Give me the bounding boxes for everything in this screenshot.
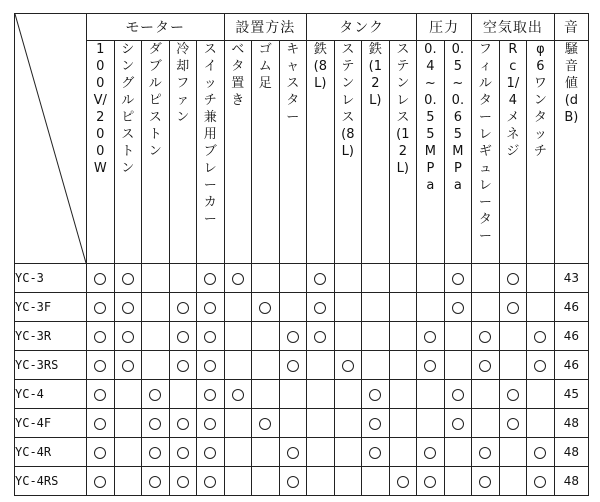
circle-mark-icon bbox=[507, 273, 519, 285]
spec-cell bbox=[197, 467, 225, 496]
circle-mark-icon bbox=[452, 389, 464, 401]
spec-cell bbox=[417, 322, 445, 351]
spec-cell bbox=[527, 351, 555, 380]
circle-mark-icon bbox=[369, 418, 381, 430]
spec-cell bbox=[389, 438, 417, 467]
spec-cell bbox=[362, 467, 390, 496]
spec-cell bbox=[307, 380, 335, 409]
circle-mark-icon bbox=[452, 418, 464, 430]
spec-cell bbox=[444, 264, 472, 293]
spec-cell bbox=[224, 293, 252, 322]
spec-cell bbox=[527, 380, 555, 409]
circle-mark-icon bbox=[122, 331, 134, 343]
column-header bbox=[527, 41, 555, 264]
spec-cell bbox=[279, 322, 307, 351]
circle-mark-icon bbox=[177, 476, 189, 488]
circle-mark-icon bbox=[479, 447, 491, 459]
group-header-sound: 音 bbox=[554, 14, 589, 41]
column-header-row bbox=[15, 41, 589, 264]
noise-value: 43 bbox=[554, 264, 589, 293]
spec-cell bbox=[389, 380, 417, 409]
spec-cell bbox=[87, 380, 115, 409]
spec-cell bbox=[142, 409, 170, 438]
column-header bbox=[87, 41, 115, 264]
model-name: YC-3R bbox=[15, 322, 87, 351]
spec-cell bbox=[279, 380, 307, 409]
noise-value: 48 bbox=[554, 438, 589, 467]
circle-mark-icon bbox=[369, 389, 381, 401]
spec-cell bbox=[142, 351, 170, 380]
corner-cell bbox=[15, 14, 87, 264]
table-body bbox=[15, 264, 589, 496]
column-header-label: スイッチ兼用ブレーカー bbox=[203, 42, 217, 227]
spec-cell bbox=[252, 351, 280, 380]
spec-cell bbox=[169, 293, 197, 322]
spec-cell bbox=[252, 380, 280, 409]
spec-cell bbox=[87, 322, 115, 351]
column-header-label: フィルターレギュレーター bbox=[478, 42, 492, 244]
spec-cell bbox=[444, 351, 472, 380]
table-row bbox=[15, 467, 589, 496]
spec-cell bbox=[307, 409, 335, 438]
column-header bbox=[142, 41, 170, 264]
model-name: YC-3 bbox=[15, 264, 87, 293]
noise-value: 46 bbox=[554, 351, 589, 380]
model-name: YC-4 bbox=[15, 380, 87, 409]
spec-cell bbox=[252, 322, 280, 351]
table-row bbox=[15, 293, 589, 322]
spec-cell bbox=[169, 322, 197, 351]
spec-cell bbox=[307, 264, 335, 293]
spec-cell bbox=[362, 322, 390, 351]
model-name: YC-3F bbox=[15, 293, 87, 322]
spec-cell bbox=[444, 380, 472, 409]
spec-cell bbox=[114, 467, 142, 496]
circle-mark-icon bbox=[534, 476, 546, 488]
spec-cell bbox=[362, 293, 390, 322]
column-header bbox=[554, 41, 589, 264]
column-header-label: 鉄(12L) bbox=[368, 42, 382, 108]
column-header-label: 100V/200W bbox=[93, 42, 107, 176]
spec-cell bbox=[252, 438, 280, 467]
spec-cell bbox=[499, 438, 527, 467]
column-header bbox=[224, 41, 252, 264]
spec-cell bbox=[444, 467, 472, 496]
spec-cell bbox=[362, 351, 390, 380]
spec-cell bbox=[307, 322, 335, 351]
group-header-tank: タンク bbox=[307, 14, 417, 41]
circle-mark-icon bbox=[177, 331, 189, 343]
spec-cell bbox=[197, 322, 225, 351]
spec-cell bbox=[444, 322, 472, 351]
circle-mark-icon bbox=[397, 476, 409, 488]
column-header bbox=[169, 41, 197, 264]
spec-cell bbox=[252, 264, 280, 293]
spec-cell bbox=[197, 264, 225, 293]
circle-mark-icon bbox=[122, 273, 134, 285]
spec-cell bbox=[472, 264, 500, 293]
column-header bbox=[252, 41, 280, 264]
spec-cell bbox=[114, 438, 142, 467]
spec-cell bbox=[444, 293, 472, 322]
circle-mark-icon bbox=[94, 389, 106, 401]
column-header bbox=[417, 41, 445, 264]
spec-table-container bbox=[14, 13, 589, 496]
spec-cell bbox=[87, 293, 115, 322]
column-header-label: ベタ置き bbox=[231, 42, 245, 108]
spec-cell bbox=[499, 409, 527, 438]
circle-mark-icon bbox=[94, 447, 106, 459]
circle-mark-icon bbox=[177, 447, 189, 459]
spec-cell bbox=[197, 380, 225, 409]
spec-cell bbox=[224, 467, 252, 496]
spec-cell bbox=[252, 409, 280, 438]
spec-cell bbox=[527, 293, 555, 322]
column-header bbox=[389, 41, 417, 264]
circle-mark-icon bbox=[149, 476, 161, 488]
column-header bbox=[444, 41, 472, 264]
spec-cell bbox=[389, 409, 417, 438]
spec-cell bbox=[114, 322, 142, 351]
spec-cell bbox=[197, 351, 225, 380]
circle-mark-icon bbox=[479, 476, 491, 488]
spec-cell bbox=[472, 380, 500, 409]
circle-mark-icon bbox=[259, 418, 271, 430]
spec-cell bbox=[307, 293, 335, 322]
spec-table bbox=[14, 13, 589, 496]
spec-cell bbox=[169, 409, 197, 438]
circle-mark-icon bbox=[204, 302, 216, 314]
spec-cell bbox=[389, 293, 417, 322]
group-header-pressure: 圧力 bbox=[417, 14, 472, 41]
spec-cell bbox=[197, 409, 225, 438]
spec-cell bbox=[87, 409, 115, 438]
circle-mark-icon bbox=[177, 418, 189, 430]
spec-cell bbox=[527, 438, 555, 467]
column-header bbox=[362, 41, 390, 264]
spec-cell bbox=[114, 409, 142, 438]
circle-mark-icon bbox=[149, 447, 161, 459]
spec-cell bbox=[279, 438, 307, 467]
circle-mark-icon bbox=[314, 273, 326, 285]
spec-cell bbox=[307, 467, 335, 496]
spec-cell bbox=[279, 293, 307, 322]
spec-cell bbox=[307, 351, 335, 380]
group-header-install: 設置方法 bbox=[224, 14, 307, 41]
column-header-label: ステンレス(8L) bbox=[341, 42, 355, 159]
table-row bbox=[15, 322, 589, 351]
spec-cell bbox=[417, 467, 445, 496]
spec-cell bbox=[142, 467, 170, 496]
column-header-label: 鉄(8L) bbox=[313, 42, 327, 91]
table-row bbox=[15, 409, 589, 438]
circle-mark-icon bbox=[204, 360, 216, 372]
spec-cell bbox=[334, 293, 362, 322]
column-header-label: 0.5~0.65MPa bbox=[451, 42, 465, 193]
spec-cell bbox=[87, 264, 115, 293]
column-header-label: 0.4~0.55MPa bbox=[424, 42, 437, 193]
spec-cell bbox=[224, 351, 252, 380]
column-header-label: 騒音値(dB) bbox=[564, 42, 579, 125]
circle-mark-icon bbox=[177, 360, 189, 372]
model-name: YC-4RS bbox=[15, 467, 87, 496]
table-row bbox=[15, 438, 589, 467]
group-header-row bbox=[15, 14, 589, 41]
table-row bbox=[15, 264, 589, 293]
spec-cell bbox=[472, 351, 500, 380]
noise-value: 46 bbox=[554, 322, 589, 351]
model-name: YC-4R bbox=[15, 438, 87, 467]
spec-cell bbox=[444, 438, 472, 467]
spec-cell bbox=[417, 264, 445, 293]
spec-cell bbox=[142, 293, 170, 322]
spec-cell bbox=[169, 264, 197, 293]
spec-cell bbox=[169, 351, 197, 380]
circle-mark-icon bbox=[507, 302, 519, 314]
spec-cell bbox=[417, 380, 445, 409]
circle-mark-icon bbox=[534, 447, 546, 459]
column-header bbox=[279, 41, 307, 264]
circle-mark-icon bbox=[149, 418, 161, 430]
circle-mark-icon bbox=[232, 273, 244, 285]
circle-mark-icon bbox=[94, 273, 106, 285]
spec-cell bbox=[114, 293, 142, 322]
spec-cell bbox=[417, 351, 445, 380]
column-header bbox=[499, 41, 527, 264]
spec-cell bbox=[334, 409, 362, 438]
circle-mark-icon bbox=[204, 389, 216, 401]
spec-cell bbox=[527, 467, 555, 496]
spec-cell bbox=[417, 438, 445, 467]
spec-cell bbox=[334, 322, 362, 351]
circle-mark-icon bbox=[507, 389, 519, 401]
spec-cell bbox=[142, 380, 170, 409]
noise-value: 48 bbox=[554, 467, 589, 496]
circle-mark-icon bbox=[149, 389, 161, 401]
spec-cell bbox=[87, 351, 115, 380]
model-name: YC-3RS bbox=[15, 351, 87, 380]
spec-cell bbox=[114, 264, 142, 293]
spec-cell bbox=[417, 409, 445, 438]
column-header-label: ステンレス(12L) bbox=[396, 42, 410, 176]
spec-cell bbox=[499, 264, 527, 293]
spec-cell bbox=[444, 409, 472, 438]
spec-cell bbox=[252, 467, 280, 496]
circle-mark-icon bbox=[369, 447, 381, 459]
table-row bbox=[15, 351, 589, 380]
spec-cell bbox=[197, 293, 225, 322]
spec-cell bbox=[499, 293, 527, 322]
circle-mark-icon bbox=[204, 447, 216, 459]
spec-cell bbox=[334, 467, 362, 496]
corner-diagonal bbox=[15, 14, 86, 263]
spec-cell bbox=[472, 322, 500, 351]
circle-mark-icon bbox=[314, 331, 326, 343]
circle-mark-icon bbox=[287, 476, 299, 488]
column-header-label: ゴム足 bbox=[258, 42, 272, 91]
spec-cell bbox=[142, 264, 170, 293]
circle-mark-icon bbox=[452, 273, 464, 285]
spec-cell bbox=[279, 351, 307, 380]
column-header bbox=[197, 41, 225, 264]
spec-cell bbox=[472, 467, 500, 496]
column-header bbox=[307, 41, 335, 264]
spec-cell bbox=[252, 293, 280, 322]
circle-mark-icon bbox=[204, 273, 216, 285]
circle-mark-icon bbox=[94, 418, 106, 430]
circle-mark-icon bbox=[452, 302, 464, 314]
spec-cell bbox=[499, 380, 527, 409]
spec-cell bbox=[279, 409, 307, 438]
circle-mark-icon bbox=[259, 302, 271, 314]
spec-cell bbox=[279, 264, 307, 293]
group-header-motor: モーター bbox=[87, 14, 225, 41]
circle-mark-icon bbox=[424, 331, 436, 343]
spec-cell bbox=[334, 380, 362, 409]
circle-mark-icon bbox=[94, 360, 106, 372]
circle-mark-icon bbox=[534, 331, 546, 343]
spec-cell bbox=[499, 467, 527, 496]
circle-mark-icon bbox=[204, 331, 216, 343]
circle-mark-icon bbox=[342, 360, 354, 372]
column-header-label: φ6ワンタッチ bbox=[533, 42, 547, 159]
spec-cell bbox=[499, 351, 527, 380]
column-header-label: キャスター bbox=[286, 42, 300, 125]
spec-cell bbox=[334, 264, 362, 293]
spec-cell bbox=[362, 409, 390, 438]
circle-mark-icon bbox=[424, 476, 436, 488]
spec-cell bbox=[527, 322, 555, 351]
column-header bbox=[334, 41, 362, 264]
column-header-label: 冷却ファン bbox=[176, 42, 190, 125]
column-header bbox=[472, 41, 500, 264]
spec-cell bbox=[87, 438, 115, 467]
spec-cell bbox=[334, 351, 362, 380]
column-header bbox=[114, 41, 142, 264]
circle-mark-icon bbox=[204, 476, 216, 488]
column-header-label: ダブルピストン bbox=[148, 42, 162, 159]
noise-value: 45 bbox=[554, 380, 589, 409]
circle-mark-icon bbox=[122, 302, 134, 314]
spec-cell bbox=[472, 409, 500, 438]
circle-mark-icon bbox=[287, 331, 299, 343]
circle-mark-icon bbox=[424, 360, 436, 372]
spec-cell bbox=[169, 380, 197, 409]
spec-cell bbox=[224, 380, 252, 409]
circle-mark-icon bbox=[424, 447, 436, 459]
circle-mark-icon bbox=[534, 360, 546, 372]
spec-cell bbox=[362, 380, 390, 409]
circle-mark-icon bbox=[94, 302, 106, 314]
spec-cell bbox=[224, 264, 252, 293]
spec-cell bbox=[197, 438, 225, 467]
spec-cell bbox=[472, 438, 500, 467]
spec-cell bbox=[389, 467, 417, 496]
spec-cell bbox=[334, 438, 362, 467]
spec-cell bbox=[169, 438, 197, 467]
noise-value: 48 bbox=[554, 409, 589, 438]
spec-cell bbox=[417, 293, 445, 322]
group-header-air: 空気取出 bbox=[472, 14, 555, 41]
spec-cell bbox=[389, 351, 417, 380]
spec-cell bbox=[87, 467, 115, 496]
circle-mark-icon bbox=[314, 302, 326, 314]
spec-cell bbox=[499, 322, 527, 351]
spec-cell bbox=[224, 438, 252, 467]
noise-value: 46 bbox=[554, 293, 589, 322]
circle-mark-icon bbox=[94, 476, 106, 488]
spec-cell bbox=[527, 264, 555, 293]
circle-mark-icon bbox=[479, 331, 491, 343]
spec-cell bbox=[224, 322, 252, 351]
spec-cell bbox=[142, 438, 170, 467]
spec-cell bbox=[389, 322, 417, 351]
spec-cell bbox=[527, 409, 555, 438]
circle-mark-icon bbox=[122, 360, 134, 372]
circle-mark-icon bbox=[177, 302, 189, 314]
circle-mark-icon bbox=[287, 360, 299, 372]
spec-cell bbox=[362, 438, 390, 467]
spec-cell bbox=[279, 467, 307, 496]
spec-cell bbox=[169, 467, 197, 496]
circle-mark-icon bbox=[479, 360, 491, 372]
circle-mark-icon bbox=[232, 389, 244, 401]
circle-mark-icon bbox=[204, 418, 216, 430]
circle-mark-icon bbox=[94, 331, 106, 343]
spec-cell bbox=[307, 438, 335, 467]
spec-cell bbox=[362, 264, 390, 293]
spec-cell bbox=[224, 409, 252, 438]
spec-cell bbox=[142, 322, 170, 351]
circle-mark-icon bbox=[287, 447, 299, 459]
spec-cell bbox=[114, 380, 142, 409]
spec-cell bbox=[389, 264, 417, 293]
spec-cell bbox=[114, 351, 142, 380]
spec-cell bbox=[472, 293, 500, 322]
table-row bbox=[15, 380, 589, 409]
column-header-label: Rc1/4メネジ bbox=[506, 42, 520, 159]
model-name: YC-4F bbox=[15, 409, 87, 438]
circle-mark-icon bbox=[507, 418, 519, 430]
column-header-label: シングルピストン bbox=[121, 42, 135, 176]
